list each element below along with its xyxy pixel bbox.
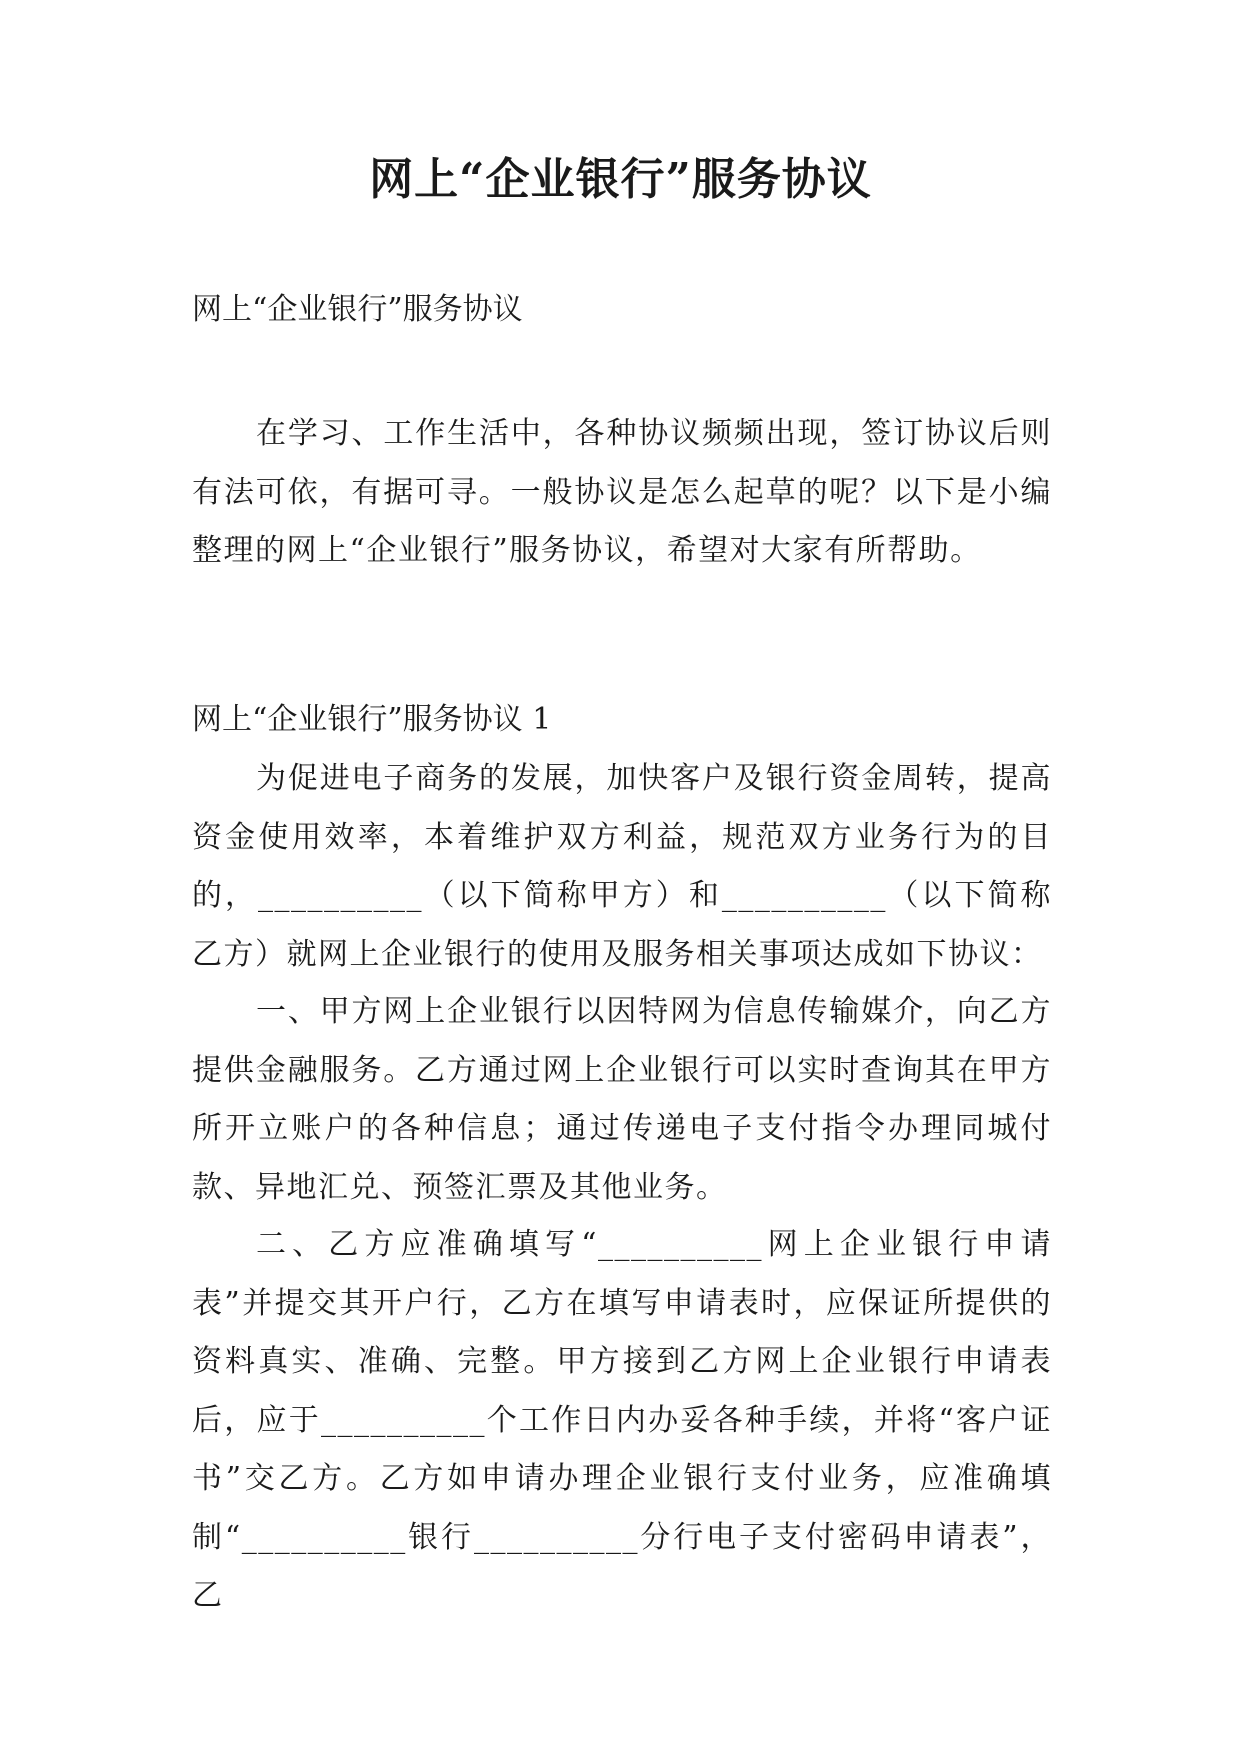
document-subtitle: 网上“企业银行”服务协议 — [192, 292, 523, 327]
intro-paragraph: 在学习、工作生活中，各种协议频频出现，签订协议后则有法可依，有据可寻。一般协议是怎么起草的呢？以下是小编整理的网上“企业银行”服务协议，希望对大家有所帮助。 — [192, 416, 1052, 568]
section-heading: 网上“企业银行”服务协议 1 — [192, 702, 552, 737]
body-paragraph-clause-2: 二、乙方应准确填写“__________网上企业银行申请表”并提交其开户行，乙方在填写申请表时，应保证所提供的资料真实、准确、完整。甲方接到乙方网上企业银行申请表后，应于__________个工作日内办妥各种手续，并将“客户证书”交乙方。乙方如申请办理企业银行支付业务，应准确填制“__________银行__________分行电子支付密码申请表”，乙 — [192, 1227, 1052, 1613]
document-title: 网上“企业银行”服务协议 — [369, 154, 872, 205]
body-paragraph-preamble: 为促进电子商务的发展，加快客户及银行资金周转，提高资金使用效率，本着维护双方利益，规范双方业务行为的目的，__________（以下简称甲方）和__________（以下简称乙方）就网上企业银行的使用及服务相关事项达成如下协议： — [192, 761, 1052, 972]
body-paragraph-clause-1: 一、甲方网上企业银行以因特网为信息传输媒介，向乙方提供金融服务。乙方通过网上企业银行可以实时查询其在甲方所开立账户的各种信息；通过传递电子支付指令办理同城付款、异地汇兑、预签汇票及其他业务。 — [192, 994, 1052, 1205]
